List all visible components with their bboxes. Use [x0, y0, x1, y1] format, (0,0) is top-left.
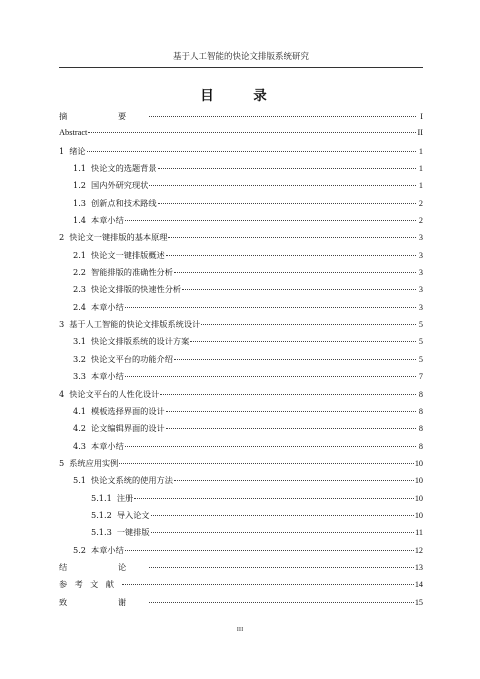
toc-entry-page: 8	[418, 389, 423, 399]
toc-leader-dots	[125, 376, 416, 377]
toc-leader-dots	[125, 550, 414, 551]
toc-leader-dots	[151, 532, 415, 533]
toc-entry-page: 1	[418, 181, 423, 191]
toc-entry-label: 系统应用实例	[69, 457, 119, 468]
toc-entry[interactable]	[59, 249, 423, 266]
toc-entry-label: 快论文排版的快速性分析	[91, 284, 182, 295]
toc-leader-dots	[166, 255, 416, 256]
toc-entry-label: 基于人工智能的快论文排版系统设计	[69, 319, 201, 330]
toc-leader-dots	[190, 341, 416, 342]
header-rule	[59, 67, 423, 68]
page-number: III	[236, 626, 244, 633]
running-header: 基于人工智能的快论文排版系统研究	[172, 52, 309, 62]
toc-entry-page: 8	[418, 424, 423, 434]
toc-leader-dots	[174, 359, 416, 360]
toc-entry[interactable]	[59, 474, 423, 491]
toc-leader-dots	[134, 498, 414, 499]
toc-entry-number: 5.1	[73, 475, 87, 486]
toc-entry[interactable]	[59, 544, 423, 561]
toc-leader-dots	[125, 446, 416, 447]
toc-entry-page: 8	[418, 441, 423, 451]
toc-entry-label: 快论文平台的人性化设计	[69, 388, 160, 399]
toc-entry-number: 3	[59, 319, 65, 330]
toc-entry[interactable]	[59, 422, 423, 439]
toc-entry[interactable]	[59, 283, 423, 300]
toc-entry-label: Abstract	[59, 128, 88, 138]
toc-entry-page: 5	[418, 337, 423, 347]
toc-entry[interactable]	[59, 353, 423, 370]
toc-entry-number: 4.2	[73, 423, 87, 434]
toc-entry-label: 摘 要	[59, 111, 148, 121]
toc-entry[interactable]	[59, 335, 423, 352]
toc-entry-page: 2	[418, 198, 423, 208]
toc-entry-page: 3	[418, 302, 423, 312]
toc-entry[interactable]	[59, 578, 423, 595]
toc-leader-dots	[166, 411, 416, 412]
toc-entry-label: 国内外研究现状	[91, 180, 149, 191]
toc-entry-number: 5.1.2	[91, 509, 112, 520]
toc-entry-number: 1.4	[73, 215, 87, 226]
toc-entry[interactable]	[59, 214, 423, 231]
toc-entry[interactable]	[59, 596, 423, 613]
toc-entry-page: 10	[414, 476, 423, 486]
toc-entry[interactable]	[59, 318, 423, 335]
toc-leader-dots	[149, 185, 416, 186]
toc-entry[interactable]	[59, 110, 423, 127]
toc-entry-label: 导入论文	[116, 509, 150, 520]
toc-entry[interactable]	[59, 440, 423, 457]
toc-entry[interactable]	[59, 145, 423, 162]
toc-entry[interactable]	[59, 266, 423, 283]
toc-entry-label: 本章小结	[91, 371, 124, 382]
toc-entry-page: 13	[414, 562, 423, 572]
toc-leader-dots	[149, 116, 416, 117]
toc-entry-number: 1	[59, 145, 65, 156]
toc-entry-label: 快论文排版系统的设计方案	[91, 336, 190, 347]
toc-leader-dots	[87, 151, 416, 152]
toc-entry-page: 5	[418, 320, 423, 330]
toc-entry-number: 2.4	[73, 301, 87, 312]
toc-leader-dots	[174, 272, 416, 273]
toc-entry[interactable]	[59, 526, 423, 543]
toc-entry[interactable]	[59, 388, 423, 405]
toc-entry-number: 1.1	[73, 163, 87, 174]
toc-entry-page: 11	[415, 528, 423, 538]
toc-entry-label: 创新点和技术路线	[91, 197, 157, 208]
toc-entry-page: 15	[414, 597, 423, 607]
toc-entry[interactable]	[59, 509, 423, 526]
toc-entry-number: 2.3	[73, 284, 87, 295]
toc-entry-page: 3	[418, 250, 423, 260]
table-of-contents	[59, 110, 423, 613]
toc-entry-number: 5	[59, 457, 65, 468]
toc-entry-label: 结 论	[59, 561, 148, 572]
toc-entry-label: 本章小结	[91, 440, 124, 451]
toc-entry-number: 5.2	[73, 544, 87, 555]
toc-entry-label: 本章小结	[91, 215, 124, 226]
toc-entry-label: 本章小结	[91, 301, 124, 312]
toc-entry-label: 一键排版	[116, 527, 150, 538]
toc-leader-dots	[149, 602, 414, 603]
toc-entry-number: 1.2	[73, 180, 87, 191]
toc-entry[interactable]	[59, 231, 423, 248]
toc-entry-label: 绪论	[69, 145, 86, 156]
toc-leader-dots	[201, 324, 416, 325]
toc-entry-number: 5.1.1	[91, 492, 112, 503]
toc-entry-page: 7	[418, 372, 423, 382]
toc-entry-page: 5	[418, 354, 423, 364]
toc-entry-number: 1.3	[73, 197, 87, 208]
toc-entry-number: 2.1	[73, 249, 87, 260]
toc-leader-dots	[149, 567, 414, 568]
toc-entry-page: I	[420, 112, 423, 121]
toc-entry-number: 5.1.3	[91, 527, 112, 538]
toc-entry[interactable]	[59, 179, 423, 196]
toc-entry[interactable]	[59, 492, 423, 509]
toc-entry-number: 3.2	[73, 353, 87, 364]
toc-entry[interactable]	[59, 405, 423, 422]
toc-title: 目 录	[200, 88, 280, 104]
toc-entry-label: 快论文平台的功能介绍	[91, 353, 173, 364]
toc-entry-page: 3	[418, 285, 423, 295]
toc-entry-number: 2	[59, 232, 65, 243]
toc-entry-number: 2.2	[73, 267, 87, 278]
toc-entry-label: 快论文的选题背景	[91, 163, 157, 174]
toc-entry-page: 3	[418, 268, 423, 278]
toc-entry-number: 4.1	[73, 405, 87, 416]
toc-entry-page: 10	[414, 458, 423, 468]
toc-entry-label: 本章小结	[91, 544, 124, 555]
toc-entry-number: 3.1	[73, 336, 87, 347]
toc-entry[interactable]	[59, 561, 423, 578]
toc-entry[interactable]	[59, 370, 423, 387]
toc-entry-page: II	[417, 128, 423, 138]
toc-entry-label: 快论文一键排版概述	[91, 249, 165, 260]
toc-entry-page: 10	[414, 493, 423, 503]
toc-entry-label: 快论文系统的使用方法	[91, 475, 173, 486]
toc-entry-label: 快论文一键排版的基本原理	[69, 232, 168, 243]
toc-leader-dots	[174, 480, 414, 481]
toc-leader-dots	[125, 220, 416, 221]
toc-leader-dots	[125, 307, 416, 308]
toc-entry-label: 参考文献	[59, 579, 122, 590]
toc-entry-page: 1	[418, 164, 423, 174]
toc-entry[interactable]	[59, 457, 423, 474]
toc-leader-dots	[182, 289, 416, 290]
toc-leader-dots	[160, 394, 416, 395]
toc-entry[interactable]	[59, 197, 423, 214]
toc-entry[interactable]	[59, 127, 423, 144]
toc-entry[interactable]	[59, 301, 423, 318]
toc-leader-dots	[122, 584, 414, 585]
toc-entry-label: 致 谢	[59, 596, 148, 607]
toc-leader-dots	[168, 237, 416, 238]
toc-entry[interactable]	[59, 162, 423, 179]
toc-entry-number: 4	[59, 388, 65, 399]
toc-entry-number: 4.3	[73, 440, 87, 451]
toc-entry-label: 注册	[116, 492, 134, 503]
toc-entry-page: 14	[414, 580, 423, 590]
toc-leader-dots	[166, 428, 416, 429]
toc-leader-dots	[119, 463, 413, 464]
toc-entry-page: 10	[414, 510, 423, 520]
toc-entry-label: 模板选择界面的设计	[91, 405, 165, 416]
toc-leader-dots	[88, 132, 416, 133]
toc-entry-page: 3	[418, 233, 423, 243]
toc-entry-page: 12	[414, 545, 423, 555]
toc-entry-page: 2	[418, 216, 423, 226]
toc-entry-number: 3.3	[73, 371, 87, 382]
toc-entry-label: 论文编辑界面的设计	[91, 423, 165, 434]
toc-entry-label: 智能排版的准确性分析	[91, 267, 173, 278]
toc-leader-dots	[158, 203, 416, 204]
toc-entry-page: 8	[418, 406, 423, 416]
toc-entry-page: 1	[418, 146, 423, 156]
toc-leader-dots	[151, 515, 414, 516]
toc-leader-dots	[158, 168, 416, 169]
